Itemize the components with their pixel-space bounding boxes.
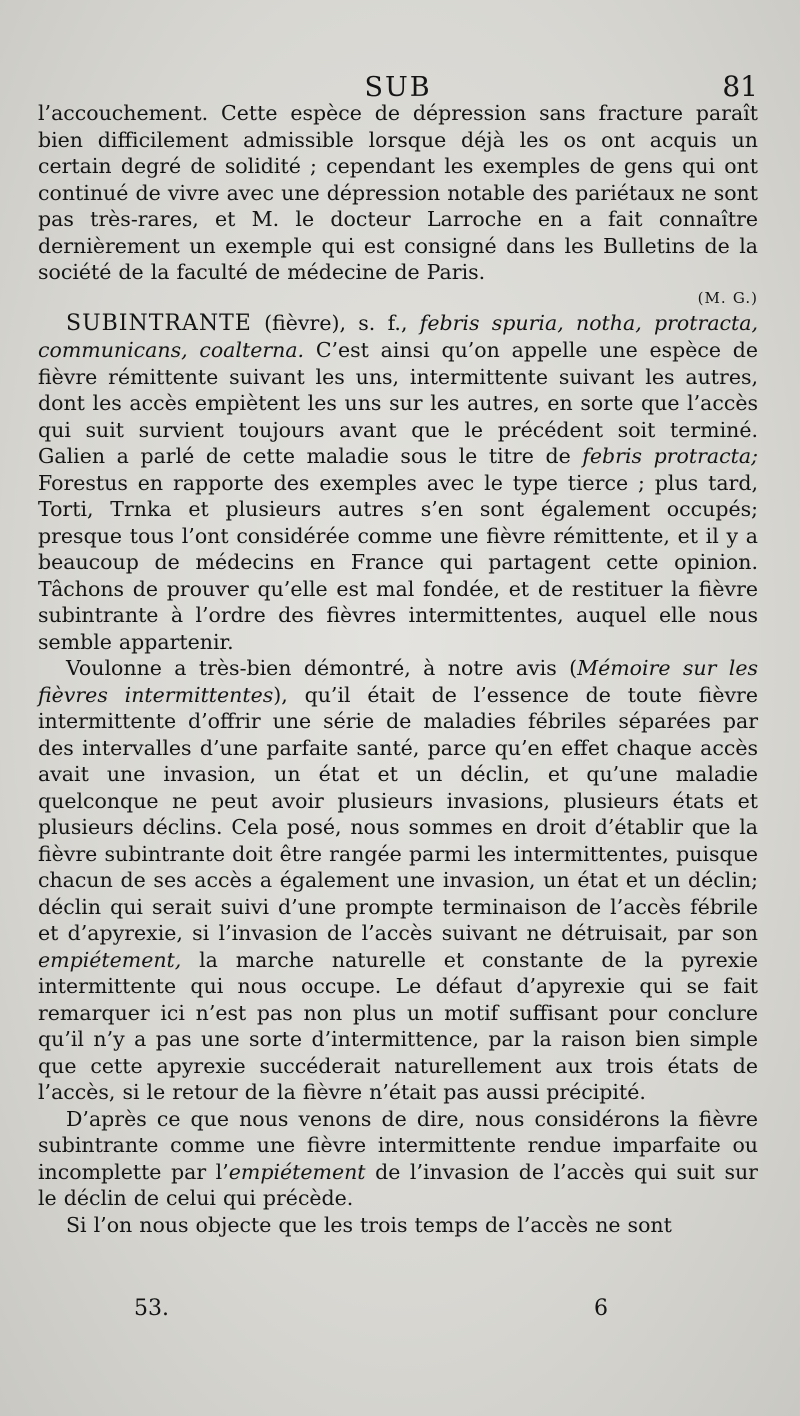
paragraph-conclusion [38, 1106, 758, 1212]
p4-emphasis: empiétement [228, 1159, 366, 1184]
page-footer [38, 1296, 758, 1326]
paragraph-voulonne [38, 655, 758, 1106]
running-head-word: SUB [364, 72, 432, 103]
p3-text-b: ), qu’il était de l’essence de toute fièvre intermittente d’offrir une série de maladies fébriles séparées par des intervalles d’une parfaite santé, parce qu’en effet chaque accès avait une invasion, un état et un déclin, et qu’une maladie quelconque ne peut avoir plusieurs invasions, plusieurs états et plusieurs déclins. Cela posé, nous sommes en droit d’établir que la fièvre subintrante doit être rangée parmi les intermittentes, puisque chacun de ses accès a également une invasion, un état et un déclin; déclin qui serait suivi d’une prompte terminaison de l’accès fébrile et d’apyrexie, si l’invasion de l’accès suivant ne détruisait, par son [38, 682, 758, 945]
paragraph-objection: Si l’on nous objecte que les trois temps de l’accès ne sont [66, 1212, 672, 1237]
page-body [38, 100, 758, 1238]
entry-gloss: (fièvre), s. f., [251, 310, 420, 335]
p4-text-b: de l’invasion de l’accès qui suit sur le déclin de celui qui précède. [38, 1159, 758, 1210]
cited-work-title: Mémoire sur les fièvres intermittentes [38, 656, 758, 707]
p3-text-a: Voulonne a très-bien démontré, à notre avis ( [66, 656, 578, 680]
page-number: 81 [722, 70, 758, 103]
entry-latin-term: febris protracta; [582, 444, 759, 468]
entry-text-a: C’est ainsi qu’on appelle une espèce de fièvre rémittente suivant les uns, intermittente suivant les autres, dont les accès empiètent les uns sur les autres, en sorte que l’accès qui suit survient toujours avant que le précédent soit terminé. Galien a parlé de cette maladie sous le titre de [38, 338, 758, 468]
p3-text-c: la marche naturelle et constante de la pyrexie intermittente qui nous occupe. Le défaut d’apyrexie qui se fait remarquer ici n’est pas non plus un motif suffisant pour conclure qu’il n’y a pas une sorte d’intermittence, par la raison bien simple que cette apyrexie succéderait naturellement aux trois états de l’accès, si le retour de la fièvre n’était pas aussi précipité. [38, 947, 758, 1104]
p3-emphasis: empiétement, [38, 947, 182, 972]
signature-mark: 53. [134, 1296, 169, 1321]
entry-text-b: Forestus en rapporte des exemples avec le type tierce ; plus tard, Torti, Trnka et plusieurs autres s’en sont également occupés; presque tous l’ont considérée comme une fièvre rémittente, et il y a beaucoup de médecins en France qui partagent cette opinion. Tâchons de prouver qu’elle est mal fondée, et de restituer la fièvre subintrante à l’ordre des fièvres intermittentes, auquel elle nous semble appartenir. [38, 470, 758, 654]
p4-text-a: D’après ce que nous venons de dire, nous considérons la fièvre subintrante comme une fièvre intermittente rendue imparfaite ou incomplette par l’ [38, 1106, 758, 1184]
entry-latin-synonyms: febris spuria, notha, protracta, communicans, coalterna. [38, 310, 758, 362]
paragraph-entry [38, 310, 758, 656]
author-signature: (M. G.) [697, 288, 758, 307]
gathering-number: 6 [594, 1296, 608, 1321]
entry-headword: SUBINTRANTE [66, 310, 252, 336]
paragraph-continuation: l’accouchement. Cette espèce de dépression sans fracture paraît bien difficilement admissible lorsque déjà les os ont acquis un certain degré de solidité ; cependant les exemples de gens qui ont continué de vivre avec une dépression notable des pariétaux ne sont pas très-rares, et M. le docteur Larroche en a fait connaître dernièrement un exemple qui est consigné dans les Bulletins de la société de la faculté de médecine de Paris. [38, 101, 758, 284]
